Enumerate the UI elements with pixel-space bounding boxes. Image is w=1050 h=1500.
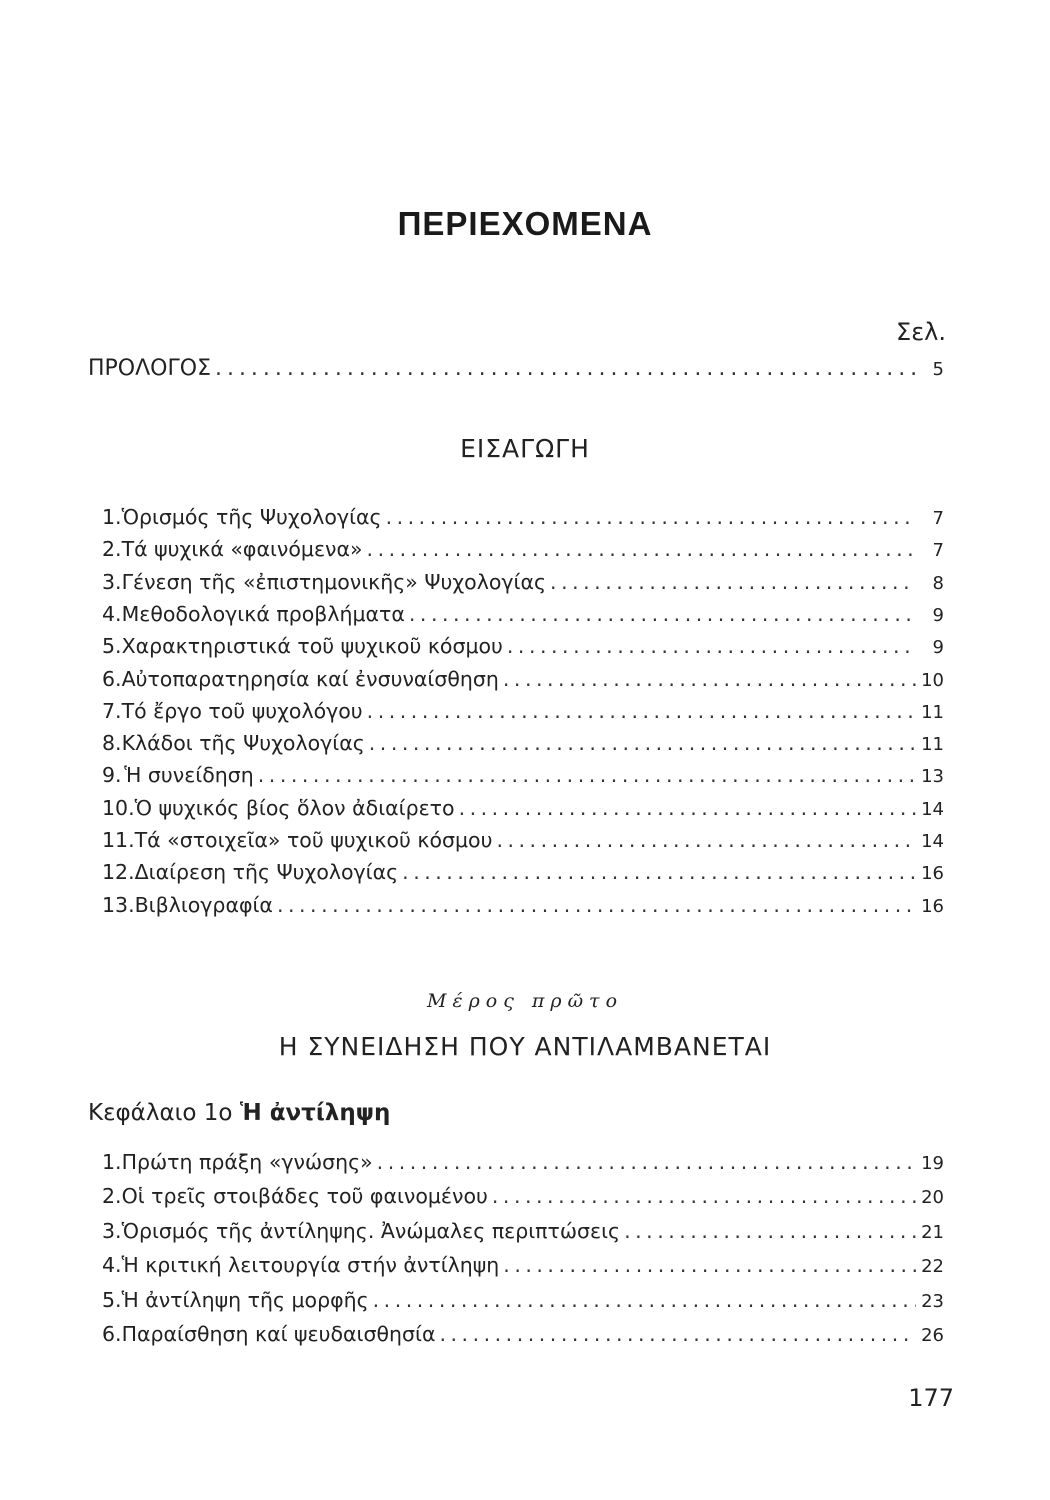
toc-entry[interactable] bbox=[102, 1288, 944, 1318]
toc-page: 10 bbox=[921, 669, 944, 691]
toc-number: 6. bbox=[102, 1322, 122, 1346]
toc-label: Τό ἔργο τοῦ ψυχολόγου bbox=[121, 698, 363, 723]
toc-entry[interactable] bbox=[102, 828, 944, 858]
toc-page: 14 bbox=[921, 831, 944, 852]
toc-page: 13 bbox=[921, 766, 944, 788]
toc-page: 7 bbox=[932, 540, 944, 562]
toc-entry[interactable] bbox=[102, 634, 944, 664]
toc-entry[interactable] bbox=[102, 1322, 944, 1352]
toc-number: 3. bbox=[102, 1218, 122, 1243]
leader-dots bbox=[277, 893, 916, 917]
toc-page: 8 bbox=[932, 572, 944, 594]
toc-label: Μεθοδολογικά προβλήματα bbox=[121, 601, 405, 626]
leader-dots bbox=[409, 602, 916, 626]
leader-dots bbox=[373, 1288, 916, 1312]
page-column-label: Σελ. bbox=[896, 318, 946, 346]
toc-number: 2. bbox=[102, 1184, 122, 1209]
toc-page: 9 bbox=[932, 604, 944, 626]
toc-page: 14 bbox=[921, 798, 944, 820]
toc-page: 20 bbox=[921, 1187, 944, 1209]
toc-label: Τά ψυχικά «φαινόμενα» bbox=[121, 537, 363, 562]
toc-entry[interactable] bbox=[102, 860, 944, 890]
leader-dots bbox=[624, 1219, 916, 1243]
leader-dots bbox=[507, 634, 916, 658]
toc-label: Κλάδοι τῆς Ψυχολογίας bbox=[121, 731, 365, 756]
leader-dots bbox=[492, 1184, 916, 1208]
toc-number: 2. bbox=[102, 537, 122, 562]
toc-number: 5. bbox=[102, 1287, 122, 1312]
toc-label: Ἡ κριτική λειτουργία στήν ἀντίληψη bbox=[121, 1253, 500, 1278]
toc-page: 5 bbox=[932, 359, 944, 380]
toc-entry[interactable] bbox=[102, 602, 944, 632]
toc-entry[interactable] bbox=[102, 667, 944, 697]
toc-page: 7 bbox=[932, 508, 944, 529]
toc-entry[interactable] bbox=[102, 1150, 944, 1180]
toc-entry[interactable] bbox=[102, 1253, 944, 1283]
toc-page: 16 bbox=[921, 895, 944, 917]
part-label: Μέρος πρῶτο bbox=[426, 990, 624, 1012]
leader-dots bbox=[496, 828, 916, 852]
toc-entry[interactable] bbox=[102, 893, 944, 923]
toc-page: 11 bbox=[921, 734, 944, 756]
toc-label: Γένεση τῆς «ἐπιστημονικῆς» Ψυχολογίας bbox=[121, 569, 547, 594]
leader-dots bbox=[367, 699, 916, 723]
chapter-prefix: Κεφάλαιο 1ο bbox=[88, 1100, 233, 1126]
toc-number: 7. bbox=[102, 698, 122, 723]
toc-page: 23 bbox=[921, 1290, 944, 1312]
toc-entry[interactable] bbox=[102, 505, 944, 535]
toc-number: 11. bbox=[102, 828, 135, 852]
toc-number: 6. bbox=[102, 666, 122, 691]
toc-page: 11 bbox=[921, 701, 944, 723]
toc-entry[interactable] bbox=[102, 537, 944, 567]
toc-number: 1. bbox=[102, 1150, 122, 1174]
toc-entry[interactable] bbox=[102, 699, 944, 729]
toc-number: 1. bbox=[102, 505, 122, 529]
toc-label: Ἡ ἀντίληψη τῆς μορφῆς bbox=[121, 1287, 369, 1312]
toc-label: Τά «στοιχεῖα» τοῦ ψυχικοῦ κόσμου bbox=[134, 828, 493, 852]
toc-number: 12. bbox=[102, 860, 135, 885]
toc-number: 13. bbox=[102, 892, 135, 917]
toc-label: Οἱ τρεῖς στοιβάδες τοῦ φαινομένου bbox=[121, 1184, 488, 1209]
page-title: ΠΕΡΙΕΧΟΜΕΝΑ bbox=[397, 205, 653, 242]
section-heading-introduction: ΕΙΣΑΓΩΓΗ bbox=[460, 434, 590, 463]
bleed-through-background bbox=[70, 55, 950, 334]
toc-number: 4. bbox=[102, 601, 122, 626]
toc-label: Ὁρισμός τῆς Ψυχολογίας bbox=[121, 505, 382, 529]
toc-page: 19 bbox=[921, 1153, 944, 1174]
toc-label: Διαίρεση τῆς Ψυχολογίας bbox=[134, 860, 399, 885]
chapter-heading bbox=[88, 1100, 390, 1126]
toc-entry[interactable] bbox=[102, 570, 944, 600]
leader-dots bbox=[503, 667, 916, 691]
toc-label: Ὁ ψυχικός βίος ὅλον ἀδιαίρετο bbox=[134, 795, 455, 820]
toc-number: 4. bbox=[102, 1253, 122, 1278]
toc-page: 22 bbox=[921, 1256, 944, 1278]
toc-label: Βιβλιογραφία bbox=[134, 892, 273, 917]
toc-number: 3. bbox=[102, 569, 122, 594]
part-title: Η ΣΥΝΕΙΔΗΣΗ ΠΟΥ ΑΝΤΙΛΑΜΒΑΝΕΤΑΙ bbox=[278, 1032, 772, 1061]
toc-entry[interactable] bbox=[102, 1219, 944, 1249]
toc-label: Χαρακτηριστικά τοῦ ψυχικοῦ κόσμου bbox=[121, 634, 503, 659]
toc-entry-prologue[interactable] bbox=[88, 356, 944, 386]
leader-dots bbox=[459, 796, 916, 820]
toc-entry[interactable] bbox=[102, 1184, 944, 1214]
leader-dots bbox=[386, 505, 916, 529]
leader-dots bbox=[258, 763, 916, 787]
toc-page: 9 bbox=[932, 637, 944, 659]
toc-label: Ἡ συνείδηση bbox=[124, 763, 254, 788]
toc-entry[interactable] bbox=[102, 763, 944, 793]
leader-dots bbox=[550, 570, 916, 594]
leader-dots bbox=[503, 1253, 916, 1277]
toc-label: Αὐτοπαρατηρησία καί ἐνσυναίσθηση bbox=[121, 666, 499, 691]
toc-label: ΠΡΟΛΟΓΟΣ bbox=[88, 356, 211, 381]
leader-dots bbox=[369, 731, 916, 755]
leader-dots bbox=[367, 537, 916, 561]
toc-label: Πρώτη πράξη «γνώσης» bbox=[121, 1150, 373, 1174]
toc-number: 10. bbox=[102, 795, 135, 820]
chapter-title: Ἡ ἀντίληψη bbox=[239, 1100, 391, 1126]
toc-number: 8. bbox=[102, 731, 122, 756]
page-number: 177 bbox=[908, 1384, 954, 1412]
leader-dots bbox=[377, 1150, 916, 1174]
toc-page: 21 bbox=[921, 1221, 944, 1243]
toc-page: 26 bbox=[921, 1325, 944, 1346]
toc-number: 5. bbox=[102, 634, 122, 659]
toc-label: Παραίσθηση καί ψευδαισθησία bbox=[121, 1322, 436, 1346]
leader-dots bbox=[215, 356, 916, 381]
toc-entry[interactable] bbox=[102, 796, 944, 826]
toc-number: 9. bbox=[102, 763, 122, 788]
leader-dots bbox=[402, 860, 916, 884]
toc-page: 16 bbox=[921, 863, 944, 885]
leader-dots bbox=[439, 1322, 916, 1346]
toc-entry[interactable] bbox=[102, 731, 944, 761]
toc-label: Ὁρισμός τῆς ἀντίληψης. Ἀνώμαλες περιπτώσεις bbox=[121, 1218, 621, 1243]
